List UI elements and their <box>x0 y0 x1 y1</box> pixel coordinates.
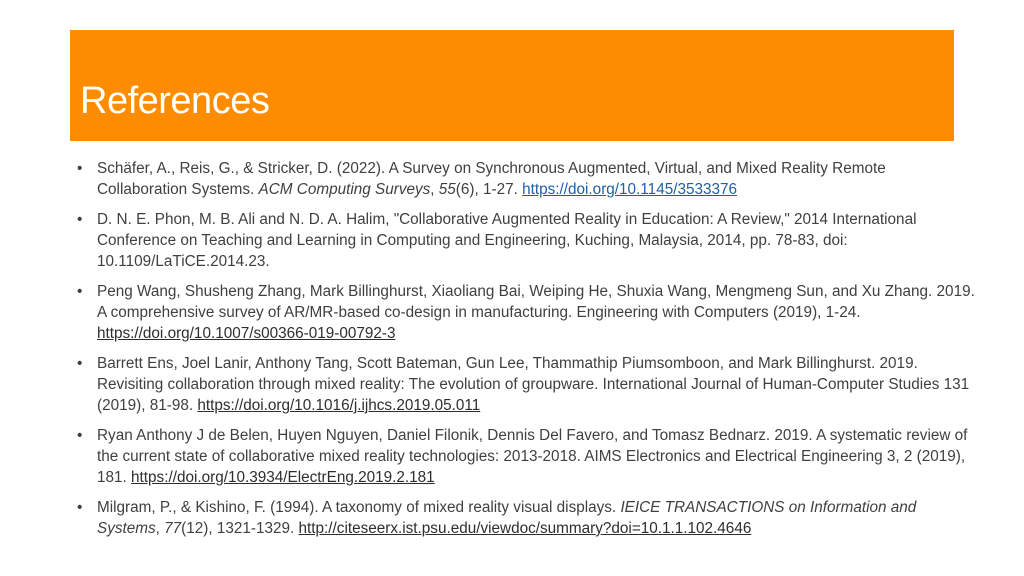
volume: 55 <box>438 181 456 198</box>
issue-pages: (6), 1-27. <box>455 181 523 198</box>
separator: , <box>430 181 439 198</box>
bullet: • <box>77 499 83 516</box>
reference-item <box>77 497 977 539</box>
page-title: References <box>80 80 270 122</box>
doi-link[interactable]: https://doi.org/10.1016/j.ijhcs.2019.05.011 <box>197 397 481 414</box>
reference-text: Schäfer, A., Reis, G., & Stricker, D. (2022). A Survey on Synchronous Augmented, Virtual, and Mixed Reality Remote Collaboration Systems. <box>97 160 886 198</box>
bullet: • <box>77 427 83 444</box>
journal-title: ACM Computing Surveys <box>258 181 431 198</box>
reference-text: Peng Wang, Shusheng Zhang, Mark Billinghurst, Xiaoliang Bai, Weiping He, Shuxia Wang, Mengmeng Sun, and Xu Zhang. 2019. A comprehensive survey of AR/MR-based co-design in manufacturing. Engineering with Computers (2019), 1-24. <box>97 283 975 321</box>
reference-item <box>77 158 977 200</box>
separator: , <box>155 520 165 537</box>
citeseer-link[interactable]: http://citeseerx.ist.psu.edu/viewdoc/summary?doi=10.1.1.102.4646 <box>298 520 752 537</box>
reference-text: D. N. E. Phon, M. B. Ali and N. D. A. Halim, "Collaborative Augmented Reality in Education: A Review," 2014 International Conference on Teaching and Learning in Computing and Engineering, Kuching, Malaysia, 2014, pp. 78-83, doi: 10.1109/LaTiCE.2014.23. <box>97 211 917 270</box>
reference-list <box>77 158 977 548</box>
bullet: • <box>77 160 83 177</box>
bullet: • <box>77 355 83 372</box>
reference-item <box>77 209 977 272</box>
reference-text: Barrett Ens, Joel Lanir, Anthony Tang, Scott Bateman, Gun Lee, Thammathip Piumsomboon, and Mark Billinghurst. 2019. Revisiting collaboration through mixed reality: The evolution of groupware. International Journal of Human-Computer Studies 131 (2019), 81-98. <box>97 355 970 414</box>
doi-link[interactable]: https://doi.org/10.1007/s00366-019-00792-3 <box>97 325 396 342</box>
journal-title: IEICE TRANSACTIONS on Information and Systems <box>97 499 917 537</box>
issue-pages: (12), 1321-1329. <box>181 520 299 537</box>
reference-item <box>77 281 977 344</box>
title-banner <box>70 30 954 141</box>
bullet: • <box>77 283 83 300</box>
reference-text: Milgram, P., & Kishino, F. (1994). A taxonomy of mixed reality visual displays. <box>97 499 621 516</box>
reference-text: Ryan Anthony J de Belen, Huyen Nguyen, Daniel Filonik, Dennis Del Favero, and Tomasz Bednarz. 2019. A systematic review of the current state of collaborative mixed reality technologies: 2013-2018. AIMS Electronics and Electrical Engineering 3, 2 (2019), 181. <box>97 427 968 486</box>
volume: 77 <box>164 520 182 537</box>
reference-item <box>77 425 977 488</box>
doi-link[interactable]: https://doi.org/10.1145/3533376 <box>522 181 738 198</box>
bullet: • <box>77 211 83 228</box>
reference-item <box>77 353 977 416</box>
doi-link[interactable]: https://doi.org/10.3934/ElectrEng.2019.2.181 <box>131 469 435 486</box>
